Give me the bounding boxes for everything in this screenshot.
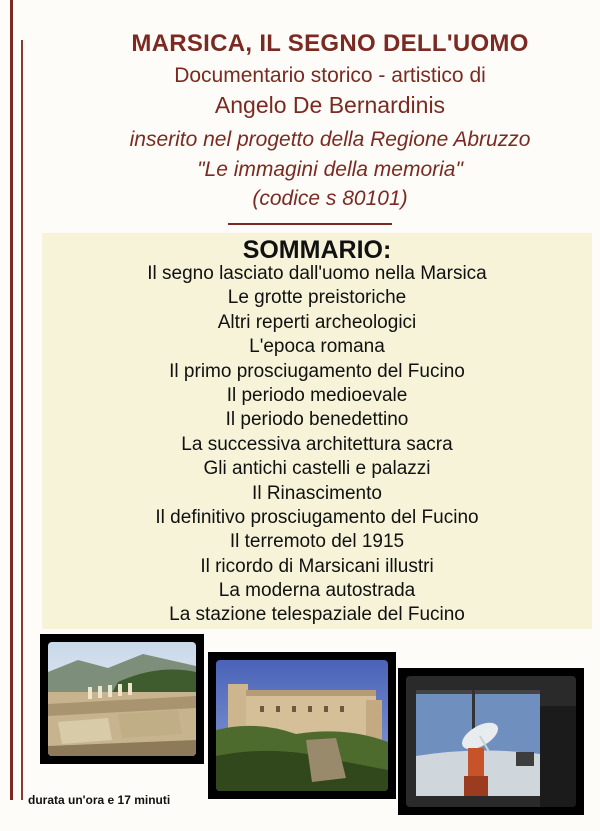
summary-item: Il periodo medioevale xyxy=(226,384,408,406)
summary-item: Il primo prosciugamento del Fucino xyxy=(169,360,465,382)
summary-item: Il terremoto del 1915 xyxy=(229,531,405,553)
photo-roman-ruins xyxy=(40,634,204,764)
summary-item: Il periodo benedettino xyxy=(225,409,409,431)
summary-item: Altri reperti archeologici xyxy=(217,311,417,333)
photo-satellite-station xyxy=(398,668,584,815)
author-name: Angelo De Bernardinis xyxy=(214,92,446,118)
left-border-line-inner xyxy=(21,40,23,800)
castle-image xyxy=(216,660,388,791)
summary-item: Il ricordo di Marsicani illustri xyxy=(200,555,434,577)
summary-heading: SOMMARIO: xyxy=(242,236,392,264)
satellite-dish-image xyxy=(406,676,576,807)
summary-list xyxy=(42,262,592,628)
subtitle: Documentario storico - artistico di xyxy=(174,64,486,87)
summary-item: Gli antichi castelli e palazzi xyxy=(203,458,431,480)
summary-item: La stazione telespaziale del Fucino xyxy=(169,604,465,626)
left-border-line xyxy=(10,0,13,800)
summary-item: Il definitivo prosciugamento del Fucino xyxy=(155,506,479,528)
summary-item: Il segno lasciato dall'uomo nella Marsica xyxy=(147,263,487,284)
project-line-1: inserito nel progetto della Regione Abruzzo xyxy=(129,128,531,151)
page-title: MARSICA, IL SEGNO DELL'UOMO xyxy=(131,30,529,57)
duration-label: durata un'ora e 17 minuti xyxy=(28,793,171,807)
summary-item: La moderna autostrada xyxy=(218,580,416,602)
project-code: (codice s 80101) xyxy=(252,187,408,210)
summary-item: La successiva architettura sacra xyxy=(181,433,453,455)
summary-item: Il Rinascimento xyxy=(252,482,382,504)
photo-castle xyxy=(208,652,396,799)
summary-item: Le grotte preistoriche xyxy=(227,287,407,309)
summary-box xyxy=(42,233,592,629)
ruins-image xyxy=(48,642,196,756)
header-divider xyxy=(228,223,392,225)
summary-item: L'epoca romana xyxy=(249,336,385,358)
project-line-2: "Le immagini della memoria" xyxy=(197,158,463,181)
